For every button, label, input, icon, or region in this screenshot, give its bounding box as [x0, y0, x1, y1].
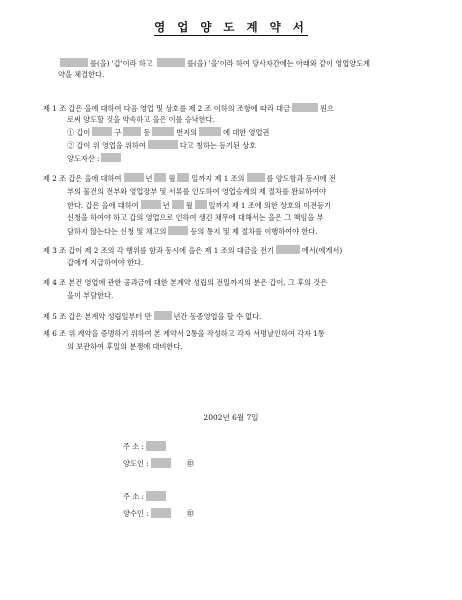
article-2-line-3 [67, 200, 331, 211]
text: 에 대한 영업권 [223, 128, 270, 137]
text: 를 양도함과 동시에 전 [266, 174, 336, 183]
redacted-field [292, 103, 318, 112]
article-1-line-5 [67, 153, 123, 164]
redacted-field [276, 245, 300, 254]
seal-mark: ㊞ [186, 509, 195, 518]
redacted-field [141, 200, 161, 209]
redacted-field [146, 441, 166, 451]
seal-mark: ㊞ [186, 459, 195, 468]
text: 제 2 조 갑은 을에 대하여 [43, 174, 122, 183]
article-1-line-2: 로써 양도할 것을 약속하고 을은 이를 승낙한다. [67, 115, 215, 124]
redacted-field [151, 508, 171, 518]
text: 월 [185, 201, 193, 210]
redacted-field [168, 226, 188, 235]
seller-name-row [123, 458, 194, 469]
text: 에서(에게서) [301, 246, 343, 255]
article-2-line-2: 부의 물건의 전부와 영업장부 및 서류를 인도하여 영업승계의 제 절차를 완료하여야 [67, 187, 326, 196]
seller-address-row [123, 441, 166, 452]
redacted-field [154, 311, 172, 320]
article-2-line-1 [43, 173, 336, 184]
text: 한다. 갑은 을에 대하여 [67, 201, 139, 210]
contract-date: 2002년 6월 7일 [203, 413, 259, 422]
text: 일까지 제 1 조의 [191, 174, 245, 183]
text: 번지의 [176, 128, 198, 137]
text: 년간 동종영업을 할 수 없다. [173, 312, 262, 321]
article-6-line-1: 제 6 조 위 계약을 증명하기 위하여 본 계약서 2통을 작성하고 각자 서명날인하여 각자 1통 [43, 329, 325, 338]
redacted-field [154, 173, 166, 182]
redacted-field [199, 127, 221, 136]
article-3-line-2: 갑에게 지급하여야 한다. [67, 258, 144, 267]
text: ② 갑이 위 영업을 위하여 [67, 141, 146, 150]
redacted-field [148, 140, 178, 149]
address-label: 주 소 : [123, 492, 144, 501]
text: 를(을) '갑'이라 하고 [90, 59, 153, 68]
text: 담하지 않는다는 신청 및 채고의 [67, 227, 167, 236]
text: 등의 통지 및 제 절차를 이행하여야 한다. [190, 227, 318, 236]
redacted-field [172, 200, 184, 209]
redacted-field [124, 173, 144, 182]
redacted-field [101, 153, 121, 162]
article-1-line-3 [67, 127, 269, 138]
redacted-field [177, 173, 189, 182]
buyer-name-row [123, 508, 194, 519]
preamble-line-1 [58, 58, 370, 69]
redacted-field [92, 127, 112, 136]
title-text: 영 업 양 도 계 약 서 [154, 20, 308, 34]
redacted-field [151, 458, 171, 468]
redacted-field [123, 127, 141, 136]
name-label: 양도인 : [123, 459, 149, 468]
article-3-line-1 [43, 245, 342, 256]
buyer-address-row [123, 491, 166, 502]
text: 제 1 조 갑은 을에 대하여 다음 영업 및 상호를 제 2 조 이하의 조항에 따라 대금 [43, 104, 291, 113]
document-title [0, 19, 462, 35]
text: 일까지 제 1 조에 의한 상호의 이전등기 [208, 201, 331, 210]
article-4-line-2: 을이 부담한다. [67, 291, 114, 300]
redacted-field [60, 58, 88, 67]
text: 년 [162, 201, 170, 210]
article-4-line-1: 제 4 조 본건 영업에 관한 공과금에 대한 본계약 성립의 전일까지의 분은 갑이, 그 후의 것은 [43, 278, 328, 287]
text: 원으 [320, 104, 334, 113]
article-6-line-2: 의 보관하여 후일의 분쟁에 대비한다. [67, 342, 183, 351]
text: 월 [168, 174, 176, 183]
text: 년 [145, 174, 153, 183]
redacted-field [247, 173, 265, 182]
address-label: 주 소 : [123, 442, 144, 451]
text: 양도자산 : [67, 154, 100, 163]
text: 제 3 조 갑이 제 2 조의 각 행위를 함과 동시에 을은 제 1 조의 대금을 전기 [43, 246, 274, 255]
text: ① 갑이 [67, 128, 91, 137]
article-1-line-1 [43, 103, 334, 114]
text: 구 [114, 128, 122, 137]
text: 동 [143, 128, 151, 137]
article-2-line-4: 신청을 하여야 하고 갑의 영업으로 인하여 생긴 채무에 대해서는 을은 그 책임을 부 [67, 213, 324, 222]
redacted-field [195, 200, 207, 209]
text: 를(을) '을'이라 하여 당사자간에는 아래와 같이 영업양도계 [187, 59, 370, 68]
redacted-field [152, 127, 174, 136]
preamble-line-2: 약을 체결한다. [58, 70, 105, 79]
text: 제 5 조 갑은 본계약 성립일부터 만 [43, 312, 152, 321]
redacted-field [157, 58, 185, 67]
name-label: 양수인 : [123, 509, 149, 518]
article-1-line-4 [67, 140, 256, 151]
redacted-field [146, 491, 166, 501]
article-5-line-1 [43, 311, 261, 322]
text: 다고 칭하는 등기된 상호 [179, 141, 257, 150]
article-2-line-5 [67, 226, 318, 237]
